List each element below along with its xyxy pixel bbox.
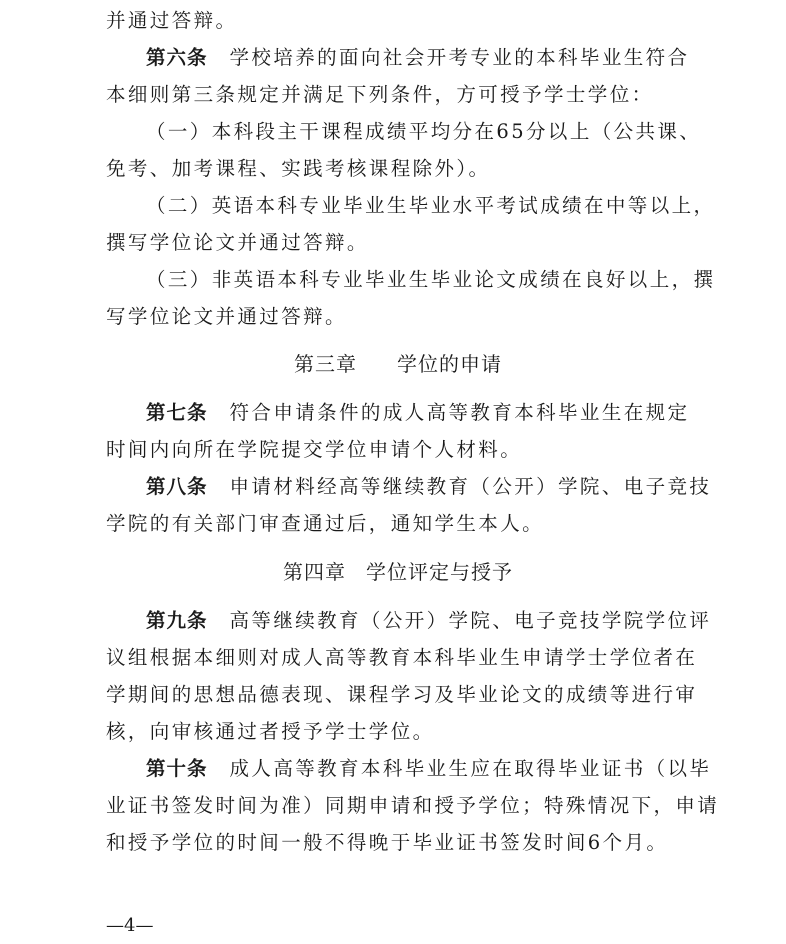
article-9-line-1 xyxy=(106,602,711,639)
condition-3-line-1: （三）非英语本科专业毕业生毕业论文成绩在良好以上，撰 xyxy=(146,268,716,291)
article-6-line-2: 本细则第三条规定并满足下列条件，方可授予学士学位： xyxy=(106,83,654,106)
text-line: 并通过答辩。 xyxy=(106,9,238,32)
article-9-line-4: 核，向审核通过者授予学士学位。 xyxy=(106,720,435,743)
chapter-4-title: 学位评定与授予 xyxy=(366,560,513,584)
article-8-text: 申请材料经高等继续教育（公开）学院、电子竞技 xyxy=(229,475,712,498)
condition-2-line-1: （二）英语本科专业毕业生毕业水平考试成绩在中等以上， xyxy=(146,194,716,217)
article-9-line-2: 议组根据本细则对成人高等教育本科毕业生申请学士学位者在 xyxy=(106,646,698,669)
article-10-line-3: 和授予学位的时间一般不得晚于毕业证书签发时间6个月。 xyxy=(106,831,669,854)
article-8-line-1 xyxy=(106,468,711,505)
chapter-3-number: 第三章 xyxy=(294,352,357,376)
chapter-3-title: 学位的申请 xyxy=(397,352,502,376)
condition-1-line-2: 免考、加考课程、实践考核课程除外）。 xyxy=(106,157,491,180)
article-10-text: 成人高等教育本科毕业生应在取得毕业证书（以毕 xyxy=(229,757,712,780)
article-8-label: 第八条 xyxy=(146,475,208,498)
chapter-4-heading xyxy=(106,554,690,591)
condition-2-line-2: 撰写学位论文并通过答辩。 xyxy=(106,231,369,254)
article-7-text: 符合申请条件的成人高等教育本科毕业生在规定 xyxy=(229,401,690,424)
article-6-label: 第六条 xyxy=(146,46,208,69)
condition-1-line-1: （一）本科段主干课程成绩平均分在65分以上（公共课、 xyxy=(146,120,702,143)
chapter-3-heading xyxy=(106,346,690,383)
article-6-line-1 xyxy=(106,39,689,76)
article-7-line-1 xyxy=(106,394,689,431)
article-9-label: 第九条 xyxy=(146,609,208,632)
article-6-text: 学校培养的面向社会开考专业的本科毕业生符合 xyxy=(229,46,690,69)
condition-3-line-2: 写学位论文并通过答辩。 xyxy=(106,305,347,328)
article-10-line-1 xyxy=(106,750,711,787)
article-7-label: 第七条 xyxy=(146,401,208,424)
article-9-line-3: 学期间的思想品德表现、课程学习及毕业论文的成绩等进行审 xyxy=(106,683,698,706)
article-10-label: 第十条 xyxy=(146,757,208,780)
page-number: —4— xyxy=(106,915,154,936)
article-7-line-2: 时间内向所在学院提交学位申请个人材料。 xyxy=(106,438,523,461)
article-8-line-2: 学院的有关部门审查通过后，通知学生本人。 xyxy=(106,512,545,535)
article-9-text: 高等继续教育（公开）学院、电子竞技学院学位评 xyxy=(229,609,712,632)
article-10-line-2: 业证书签发时间为准）同期申请和授予学位；特殊情况下，申请 xyxy=(106,794,720,817)
chapter-4-number: 第四章 xyxy=(283,560,346,584)
